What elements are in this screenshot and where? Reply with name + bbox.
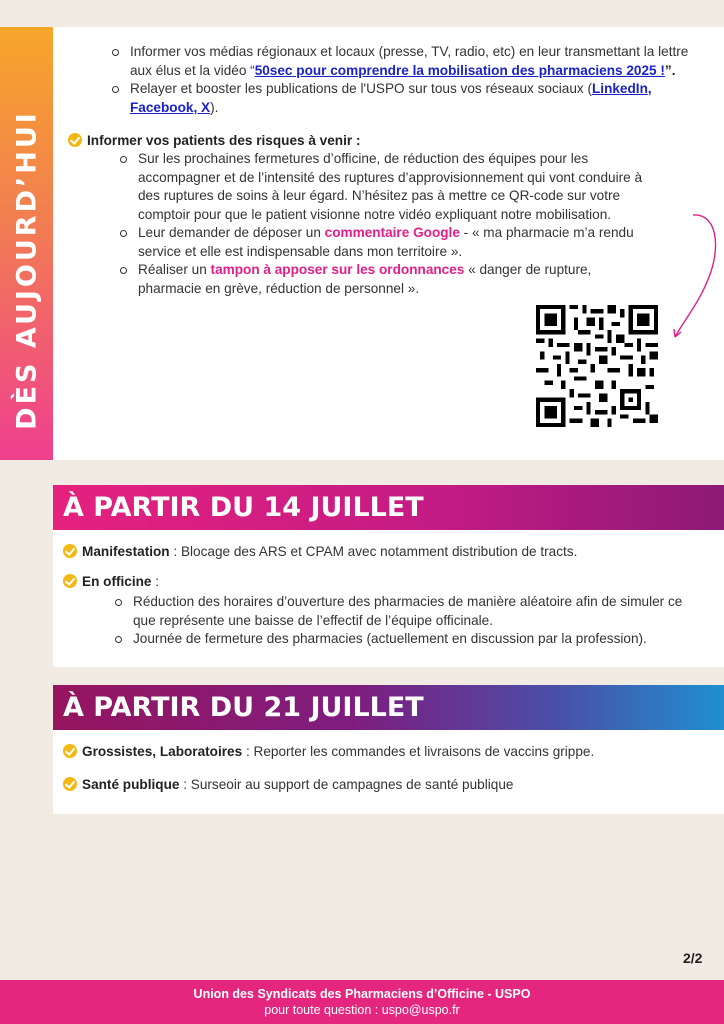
sante-publique-line: Santé publique : Surseoir au support de campagnes de santé publique <box>63 775 714 794</box>
section-today <box>0 27 724 460</box>
grossistes-line: Grossistes, Laboratoires : Reporter les commandes et livraisons de vaccins grippe. <box>63 742 714 761</box>
patients-heading: Informer vos patients des risques à venir : <box>68 133 708 148</box>
curved-arrow-icon <box>665 207 724 347</box>
footer-contact[interactable]: pour toute question : uspo@uspo.fr <box>264 1003 460 1017</box>
patients-actions-list <box>116 150 656 298</box>
list-item: Journée de fermeture des pharmacies (actuellement en discussion par la profession). <box>111 630 701 649</box>
facebook-link[interactable]: Facebook <box>130 99 194 115</box>
section-title-14-juillet: À PARTIR DU 14 JUILLET <box>53 485 724 530</box>
list-item-closures: Sur les prochaines fermetures d’officine, de réduction des équipes pour les accompagner et de l’intensité des ruptures d’approvisionnement qui vont conduire à des ruptures de soins à leur égard. N’hésitez pas à mettre ce QR-code sur votre comptoir pour que le patient visionne notre vidéo expliquant notre mobilisation. <box>116 150 656 224</box>
video-link[interactable]: 50sec pour comprendre la mobilisation des pharmaciens 2025 ! <box>254 62 665 78</box>
officine-actions-list <box>111 593 701 649</box>
list-item: Réduction des horaires d’ouverture des pharmacies de manière aléatoire afin de simuler ce que représente une baisse de l’effectif de l’équipe officinale. <box>111 593 701 630</box>
qr-code-icon[interactable] <box>536 305 658 427</box>
section-band-title: DÈS AUJOURD’HUI <box>11 110 43 430</box>
check-circle-icon <box>63 744 77 758</box>
footer <box>0 980 724 1024</box>
section-band <box>0 27 53 460</box>
linkedin-link[interactable]: LinkedIn <box>591 81 648 96</box>
list-item-media: Informer vos médias régionaux et locaux (presse, TV, radio, etc) en leur transmettant la lettre aux élus et la vidéo “50sec pour comprendre la mobilisation des pharmaciens 2025 !”. <box>108 43 708 80</box>
section-today-content <box>68 43 708 298</box>
check-circle-icon <box>63 544 77 558</box>
section-21-juillet-content <box>53 730 724 814</box>
list-item-google-review: Leur demander de déposer un commentaire Google - « ma pharmacie m’a rendu service et elle est indispensable dans mon territoire ». <box>116 224 656 261</box>
section-14-juillet-content <box>53 530 724 667</box>
check-circle-icon <box>63 574 77 588</box>
list-item-stamp: Réaliser un tampon à apposer sur les ordonnances « danger de rupture, pharmacie en grève, réduction de personnel ». <box>116 261 656 298</box>
manifestation-line: Manifestation : Blocage des ARS et CPAM avec notamment distribution de tracts. <box>63 542 714 561</box>
officine-line: En officine : <box>63 572 714 591</box>
check-circle-icon <box>68 133 82 147</box>
media-actions-list <box>108 43 708 117</box>
check-circle-icon <box>63 777 77 791</box>
list-item-social: Relayer et booster les publications de l'USPO sur tous vos réseaux sociaux (LinkedIn, Facebook, X). <box>108 80 708 117</box>
footer-org: Union des Syndicats des Pharmaciens d’Officine - USPO <box>193 987 531 1001</box>
x-link[interactable]: X <box>201 99 211 115</box>
section-title-21-juillet: À PARTIR DU 21 JUILLET <box>53 685 724 730</box>
page-number: 2/2 <box>683 950 703 966</box>
